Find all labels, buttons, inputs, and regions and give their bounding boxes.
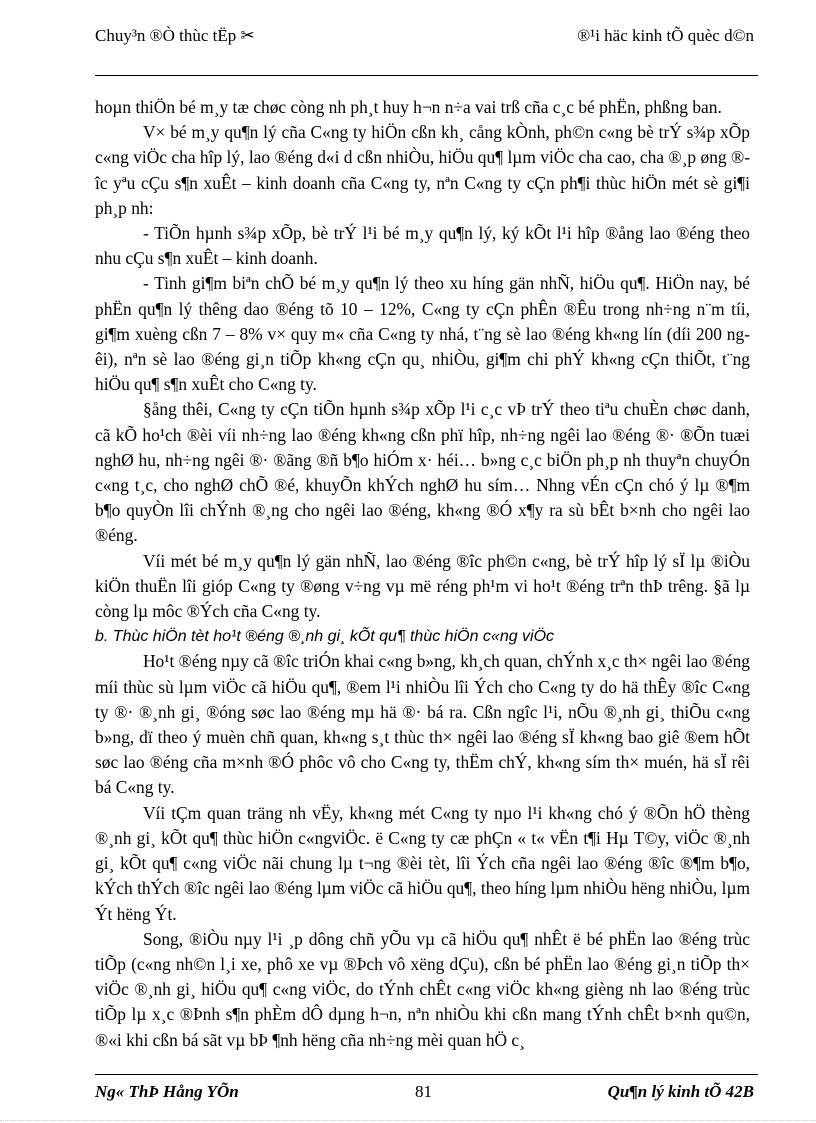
footer-author: Ng« ThÞ Hång YÕn	[95, 1082, 239, 1101]
footer-course: Qu¶n lý kinh tÕ 42B	[607, 1082, 754, 1101]
paragraph: Víi tÇm quan träng nh vËy, kh«ng mét C«ng ty nµo l¹i kh«ng chó ý ®Õn hÖ thèng ®¸nh gi¸ kÕt qu¶ thùc hiÖn c«ngviÖc. ë C«ng ty cæ phÇn « t« vËn t¶i Hµ T©y, viÖc ®¸nh gi¸ kÕt qu¶ c«ng viÖc nãi chung lµ t¬ng ®èi tèt, lîi Ých cña ngêi lao ®éng ®îc ®¶m b¶o, kÝch thÝch ®îc ngêi lao ®éng lµm viÖc cã hiÖu qu¶, theo híng lµm nhiÒu hëng nhiÒu, lµm Ýt hëng Ýt.	[95, 802, 750, 924]
page-header	[95, 22, 754, 50]
paragraph: - Tinh gi¶m biªn chÕ bé m¸y qu¶n lý theo xu híng gän nhÑ, hiÖu qu¶. HiÖn nay, bé phËn qu¶n lý thêng dao ®éng tõ 10 – 12%, C«ng ty cÇn phÊn ®Êu trong nh÷ng n¨m tíi, gi¶m xuèng cßn 7 – 8% v× quy m« cña C«ng ty nhá, t¨ng sè lao ®éng kh«ng lín (díi 200 ngêi), nªn sè lao ®éng gi¸n tiÕp kh«ng cÇn qu¸ nhiÒu, gi¶m chi phÝ kh«ng cÇn thiÕt, t¨ng hiÖu qu¶ s¶n xuÊt cho C«ng ty.	[95, 273, 750, 395]
paragraph: §ång thêi, C«ng ty cÇn tiÕn hµnh s¾p xÕp l¹i c¸c vÞ trÝ theo tiªu chuÈn chøc danh, cã kÕ ho¹ch ®èi víi nh÷ng lao ®éng kh«ng cßn phï hîp, nh÷ng ngêi lao ®éng ®· ®Õn tuæi nghØ hu, nh÷ng ngêi ®· ®ãng ®ñ b¶o hiÓm x· héi… b»ng c¸c biÖn ph¸p nh thuyªn chuyÓn c«ng t¸c, cho nghØ chÕ ®é, khuyÕn khÝch nghØ hu sím… Nhng vÉn cÇn chó ý lµ ®¶m b¶o quyÒn lîi chÝnh ®¸ng cho ngêi lao ®éng, kh«ng ®Ó x¶y ra sù bÊt b×nh cho ngêi lao ®éng.	[95, 399, 750, 546]
page-footer	[95, 1078, 754, 1106]
paragraph: V× bé m¸y qu¶n lý cña C«ng ty hiÖn cßn kh¸ cång kÒnh, ph©n c«ng bè trÝ s¾p xÕp c«ng viÖc cha hîp lý, lao ®éng d«i d cßn nhiÒu, hiÖu qu¶ lµm viÖc cha cao, cha ®¸p øng ®îc yªu cÇu s¶n xuÊt – kinh doanh cña C«ng ty, nªn C«ng ty cÇn ph¶i thùc hiÖn mét sè gi¶i ph¸p nh:	[95, 122, 750, 218]
header-divider	[95, 75, 758, 76]
footer-divider	[95, 1074, 758, 1075]
paragraph: hoµn thiÖn bé m¸y tæ chøc còng nh ph¸t huy h¬n n÷a vai trß cña c¸c bé phËn, phßng ban.	[95, 97, 722, 117]
section-heading: b. Thùc hiÖn tèt ho¹t ®éng ®¸nh gi¸ kÕt qu¶ thùc hiÖn c«ng viÖc	[95, 628, 555, 646]
paragraph: Víi mét bé m¸y qu¶n lý gän nhÑ, lao ®éng ®îc ph©n c«ng, bè trÝ hîp lý sÏ lµ ®iÒu kiÖn thuËn lîi gióp C«ng ty ®øng v÷ng vµ më réng ph¹m vi ho¹t ®éng trªn thÞ trêng. §ã lµ còng lµ môc ®Ých cña C«ng ty.	[95, 550, 750, 622]
header-title-right: ®¹i häc kinh tÕ quèc d©n	[577, 26, 754, 45]
page-edge-divider	[0, 1120, 816, 1121]
header-title-left: Chuy³n ®Ò thùc tËp ✂	[95, 26, 255, 45]
paragraph: Ho¹t ®éng nµy cã ®îc triÓn khai c«ng b»ng, kh¸ch quan, chÝnh x¸c th× ngêi lao ®éng míi thùc sù lµm viÖc cã hiÖu qu¶, ®em l¹i nhiÒu lîi Ých cho C«ng ty do hä thÊy ®îc C«ng ty ®· ®¸nh gi¸ ®óng søc lao ®éng mµ hä ®· bá ra. Cßn ngîc l¹i, nÕu ®¸nh gi¸ thiÕu c«ng b»ng, dï theo ý muèn chñ quan, kh«ng s¸t thùc th× ngêi lao ®éng sÏ kh«ng bao giê ®em hÕt søc lao ®éng cña m×nh ®Ó phôc vô cho C«ng ty, thËm chÝ, kh«ng sím th× muén, hä sÏ rêi bá C«ng ty.	[95, 651, 750, 798]
page-number: 81	[415, 1082, 432, 1101]
document-body	[95, 95, 750, 1053]
paragraph: Song, ®iÒu nµy l¹i ¸p dông chñ yÕu vµ cã hiÖu qu¶ nhÊt ë bé phËn lao ®éng trùc tiÕp (c«ng nh©n l¸i xe, phô xe vµ ®Þch vô xëng dÇu), cßn bé phËn lao ®éng gi¸n tiÕp th× viÖc ®¸nh gi¸ hiÖu qu¶ c«ng viÖc, do tÝnh chÊt c«ng viÖc kh«ng gièng nh lao ®éng trùc tiÕp lµ x¸c ®Þnh s¶n phÈm dÔ dµng h¬n, nªn nhiÒu khi cßn mang tÝnh chÊt b×nh qu©n, ®«i khi cßn bá sãt vµ bÞ ¶nh hëng cña nh÷ng mèi quan hÖ c¸	[95, 928, 750, 1050]
paragraph: - TiÕn hµnh s¾p xÕp, bè trÝ l¹i bé m¸y qu¶n lý, ký kÕt l¹i hîp ®ång lao ®éng theo nhu cÇu s¶n xuÊt – kinh doanh.	[95, 223, 750, 269]
